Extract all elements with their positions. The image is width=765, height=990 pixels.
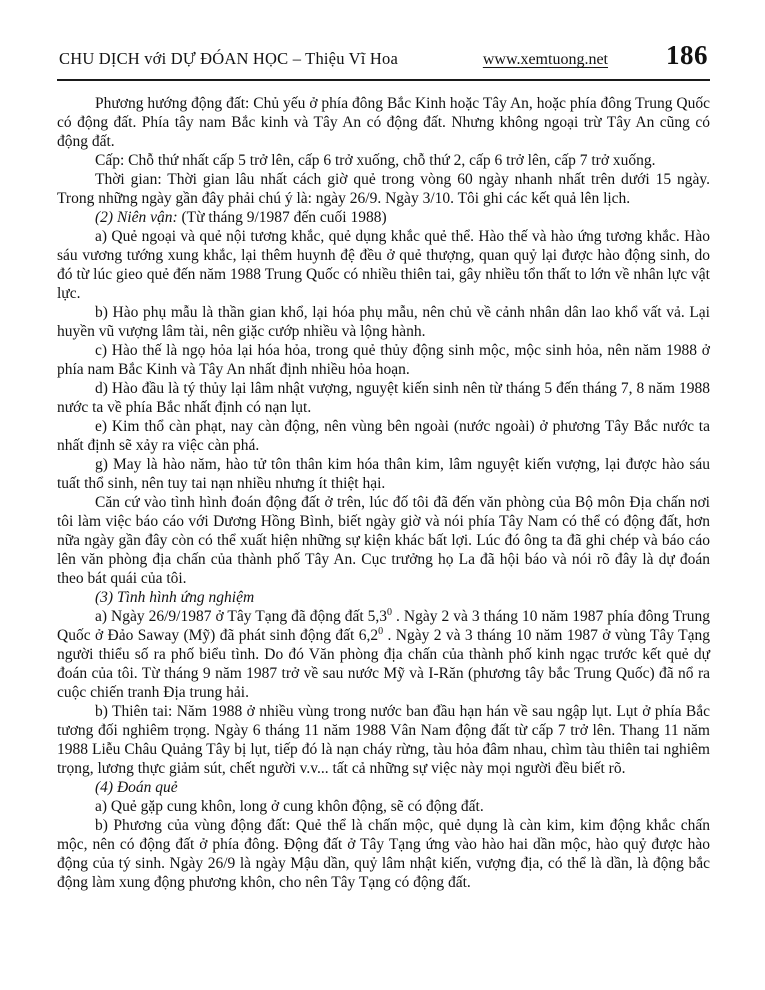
paragraph xyxy=(57,455,710,493)
paragraph-text: Cấp: Chỗ thứ nhất cấp 5 trở lên, cấp 6 trở xuống, chỗ thứ 2, cấp 6 trở lên, cấp 7 trở xuống. xyxy=(95,152,656,169)
body-paragraphs xyxy=(57,94,710,892)
paragraph-text: b) Thiên tai: Năm 1988 ở nhiều vùng trong nước ban đầu hạn hán về sau ngập lụt. Lụt ở phía Bắc tương đối nghiêm trọng. Ngày 6 tháng 11 năm 1988 Vân Nam động đất từ cấp 7 trở lên. Thang 11 năm 1988 Liễu Châu Quảng Tây bị lụt, tiếp đó là nạn cháy rừng, tàu hỏa đâm nhau, chìm tàu thiên tai nghiêm trọng, lương thực giảm sút, chết người v.v... tất cả những sự việc này mọi người đều biết rõ. xyxy=(57,703,710,777)
paragraph-text: g) May là hào năm, hào tử tôn thân kim hóa thân kim, lâm nguyệt kiến vượng, lại được hào sáu tuất thổ sinh, nên tuy tai nạn nhiều nhưng ít thiệt hại. xyxy=(57,456,710,492)
paragraph-text: Căn cứ vào tình hình đoán động đất ở trên, lúc đố tôi đã đến văn phòng của Bộ môn Địa chấn nơi tôi làm việc báo cáo với Dương Hồng Bình, biết ngày giờ và nói phía Tây Nam có thể có động đất, hơn nữa ngày gần đây còn có thể xuất hiện những sự kiện khác bất lợi. Lúc đó ông ta đã ghi chép và báo cáo lên văn phòng địa chấn của thành phố Tây An. Cục trưởng họ La đã hội báo và nói rõ đây là dự đoán theo bát quái của tôi. xyxy=(57,494,710,587)
paragraph-text: a) Quẻ ngoại và quẻ nội tương khắc, quẻ dụng khắc quẻ thể. Hào thế và hào ứng tương khắc. Hào sáu vương tướng xung khắc, lại thêm huynh đệ đều ở quẻ thượng, quan quỷ lại được hào động sinh, do đó từ lúc gieo quẻ đến năm 1988 Trung Quốc có nhiều thiên tai, gây nhiều tổn thất to lớn về nhân lực vật lực. xyxy=(57,228,710,302)
paragraph-text: Thời gian: Thời gian lâu nhất cách giờ quẻ trong vòng 60 ngày nhanh nhất trên dưới 15 ngày. Trong những ngày gần đây phải chú ý là: ngày 26/9. Ngày 3/10. Tôi ghi các kết quả lên lịch. xyxy=(57,171,710,207)
paragraph xyxy=(57,94,710,151)
paragraph xyxy=(57,702,710,778)
paragraph xyxy=(57,227,710,303)
header-divider xyxy=(57,79,710,81)
paragraph-text: (Từ tháng 9/1987 đến cuối 1988) xyxy=(177,209,387,226)
page-number: 186 xyxy=(666,40,708,70)
section-heading-text: (2) Niên vận: xyxy=(95,209,178,226)
paragraph-text: e) Kim thổ càn phạt, nay càn động, nên vùng bên ngoài (nước ngoài) ở phương Tây Bắc nước ta nhất định sẽ xảy ra việc càn phá. xyxy=(57,418,710,454)
paragraph-text: . Ngày 2 và 3 tháng 10 năm 1987 phía đông Trung Quốc ở Đảo Saway (Mỹ) đã phát sinh động đất 6,2 xyxy=(57,608,710,644)
book-title: CHU DỊCH với DỰ ĐÓAN HỌC – Thiệu Vĩ Hoa xyxy=(59,49,399,68)
superscript-text: 0 xyxy=(387,606,393,618)
paragraph-text: a) Ngày 26/9/1987 ở Tây Tạng đã động đất 5,3 xyxy=(95,608,388,625)
paragraph-text: b) Phương của vùng động đất: Quẻ thể là chấn mộc, quẻ dụng là càn kim, kim động khắc chấn mộc, nên có động đất ở phía đông. Động đất ở Tây Tạng ứng vào hào hai dần mộc, hào quỷ được hào động của tý sinh. Ngày 26/9 là ngày Mậu dần, quỷ lâm nhật kiến, vượng địa, có thể là dần, là động bắc động làm xung động phương khôn, cho nên Tây Tạng có động đất. xyxy=(57,817,710,891)
paragraph-text: b) Hào phụ mẫu là thần gian khổ, lại hóa phụ mẫu, nên chủ về cảnh nhân dân lao khổ vất vả. Lại huyền vũ vượng lâm tài, nên giặc cướp nhiều và lộng hành. xyxy=(57,304,710,340)
paragraph xyxy=(57,208,710,227)
paragraph-text: d) Hào đầu là tý thủy lại lâm nhật vượng, nguyệt kiến sinh nên từ tháng 5 đến tháng 7, 8 năm 1988 nước ta về phía Bắc nhất định có nạn lụt. xyxy=(57,380,710,416)
paragraph xyxy=(57,151,710,170)
paragraph xyxy=(57,607,710,702)
paragraph xyxy=(57,417,710,455)
paragraph xyxy=(57,588,710,607)
section-heading-text: (4) Đoán quẻ xyxy=(95,779,178,796)
website-link[interactable]: www.xemtuong.net xyxy=(482,51,608,68)
paragraph xyxy=(57,170,710,208)
paragraph xyxy=(57,341,710,379)
section-heading-text: (3) Tình hình ứng nghiệm xyxy=(95,589,255,606)
paragraph-text: a) Quẻ gặp cung khôn, long ở cung khôn động, sẽ có động đất. xyxy=(95,798,484,815)
superscript-text: 0 xyxy=(378,625,384,637)
page-header xyxy=(57,40,710,71)
paragraph xyxy=(57,816,710,892)
paragraph xyxy=(57,303,710,341)
paragraph xyxy=(57,797,710,816)
paragraph-text: . Ngày 2 và 3 tháng 10 năm 1987 ở vùng Tây Tạng người thiểu số ra phố biểu tình. Do đó Văn phòng địa chấn của thành phố kinh ngạc trước kết quẻ dự đoán của tôi. Từ tháng 9 năm 1987 trở về sau nước Mỹ và I-Răn (phương tây bắc Trung Quốc) đã nổ ra cuộc chiến tranh Địa trung hải. xyxy=(57,627,710,701)
paragraph xyxy=(57,493,710,588)
paragraph xyxy=(57,778,710,797)
paragraph-text: Phương hướng động đất: Chủ yếu ở phía đông Bắc Kinh hoặc Tây An, hoặc phía đông Trung Quốc có động đất. Phía tây nam Bắc kinh và Tây An có động đất. Nhưng không ngoại trừ Tây An cũng có động đất. xyxy=(57,95,710,150)
paragraph xyxy=(57,379,710,417)
paragraph-text: c) Hào thế là ngọ hỏa lại hóa hỏa, trong quẻ thủy động sinh mộc, mộc sinh hỏa, nên năm 1988 ở phía nam Bắc Kinh và Tây An nhất định nhiều hỏa hoạn. xyxy=(57,342,710,378)
